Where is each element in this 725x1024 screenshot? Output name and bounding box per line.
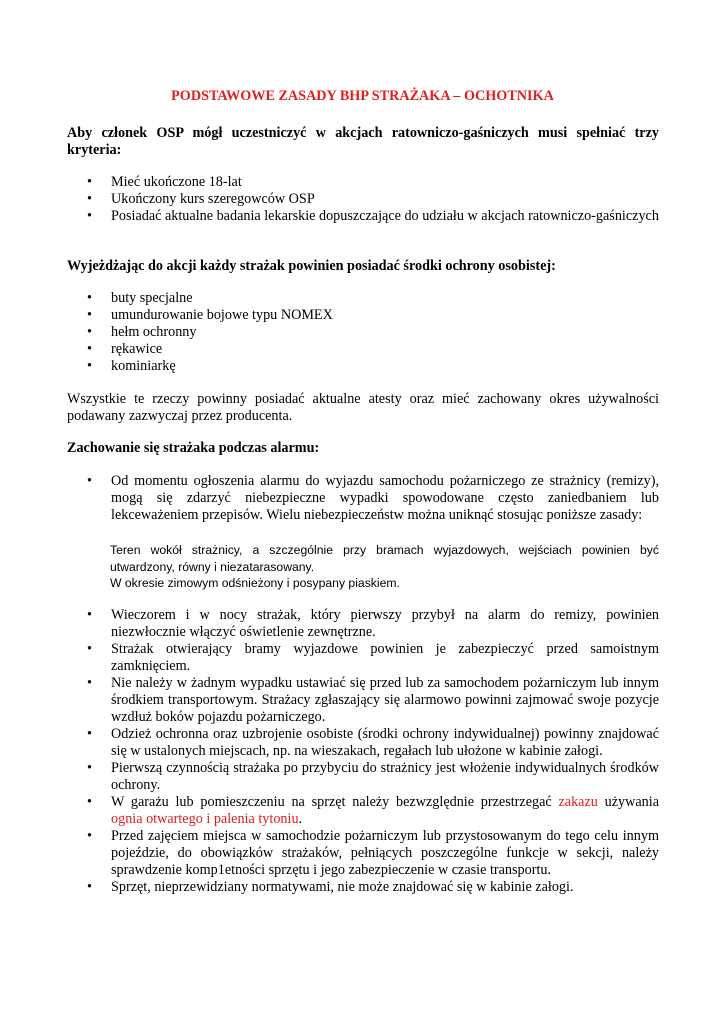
list-item: • hełm ochronny (67, 324, 659, 341)
list-item: • Nie należy w żadnym wypadku ustawiać się przed lub za samochodem pożarniczym lub innym środkiem transportowym. Strażacy zgłaszający się alarmowo powinni zajmować swoje pozycje wzdłuż boków pojazdu pożarniczego. (67, 675, 659, 726)
equipment-heading: Wyjeżdżając do akcji każdy strażak powinien posiadać środki ochrony osobistej: (67, 258, 556, 274)
criteria-list (67, 174, 659, 225)
attestation-paragraph: Wszystkie te rzeczy powinny posiadać aktualne atesty oraz mieć zachowany okres używalności podawany zazwyczaj przez producenta. (67, 391, 659, 424)
equipment-list (67, 290, 659, 375)
rules-list (67, 607, 659, 896)
list-item: • Wieczorem i w nocy strażak, który pierwszy przybył na alarm do remizy, powinien niezwłocznie włączyć oświetlenie zewnętrzne. (67, 607, 659, 641)
list-item: • Mieć ukończone 18-lat (67, 174, 659, 191)
list-item: • Pierwszą czynnością strażaka po przybyciu do strażnicy jest włożenie indywidualnych środków ochrony. (67, 760, 659, 794)
list-item: • umundurowanie bojowe typu NOMEX (67, 307, 659, 324)
page-title: PODSTAWOWE ZASADY BHP STRAŻAKA – OCHOTNIKA (171, 88, 554, 104)
list-item: • Strażak otwierający bramy wyjazdowe powinien je zabezpieczyć przed samoistnym zamknięciem. (67, 641, 659, 675)
list-item: • Ukończony kurs szeregowców OSP (67, 191, 659, 208)
alarm-intro-list (67, 473, 659, 524)
list-item: • Posiadać aktualne badania lekarskie dopuszczające do udziału w akcjach ratowniczo-gaśniczych (67, 208, 659, 225)
list-item: • Sprzęt, nieprzewidziany normatywami, nie może znajdować się w kabinie załogi. (67, 879, 659, 896)
list-item: • rękawice (67, 341, 659, 358)
garage-rule-text: . (298, 811, 303, 827)
list-item: • kominiarkę (67, 358, 659, 375)
list-item: • Od momentu ogłoszenia alarmu do wyjazdu samochodu pożarniczego ze strażnicy (remizy), mogą się zdarzyć niebezpieczne wypadki spowodowane często zaniedbaniem lub lekceważeniem przepisów. Wielu niebezpieczeństw można uniknąć stosując poniższe zasady: (67, 473, 659, 524)
garage-rule-emphasis: ognia otwartego i palenia tytoniu (111, 811, 299, 827)
alarm-heading: Zachowanie się strażaka podczas alarmu: (67, 440, 320, 456)
garage-rule-text: W garażu lub pomieszczeniu na sprzęt należy bezwzględnie przestrzegać (111, 794, 559, 810)
note-line-2: W okresie zimowym odśnieżony i posypany piaskiem. (110, 576, 400, 590)
garage-rule-emphasis: zakazu (558, 794, 598, 810)
note-line-1: Teren wokół strażnicy, a szczególnie przy bramach wyjazdowych, wejściach powinien być utwardzony, równy i niezatarasowany. (110, 543, 659, 574)
list-item-garage-rule (67, 794, 659, 828)
garage-rule-text: używania (597, 794, 659, 810)
intro-heading: Aby członek OSP mógł uczestniczyć w akcjach ratowniczo-gaśniczych musi spełniać trzy kryteria: (67, 125, 659, 158)
list-item: • Odzież ochronna oraz uzbrojenie osobiste (środki ochrony indywidualnej) powinny znajdować się w ustalonych miejscach, np. na wieszakach, regałach lub ułożone w kabinie załogi. (67, 726, 659, 760)
list-item: • Przed zajęciem miejsca w samochodzie pożarniczym lub przystosowanym do tego celu innym pojeździe, do obowiązków strażaków, pełniących poszczególne funkcje w sekcji, należy sprawdzenie komp1etności sprzętu i jego zabezpieczenie w czasie transportu. (67, 828, 659, 879)
list-item: • buty specjalne (67, 290, 659, 307)
